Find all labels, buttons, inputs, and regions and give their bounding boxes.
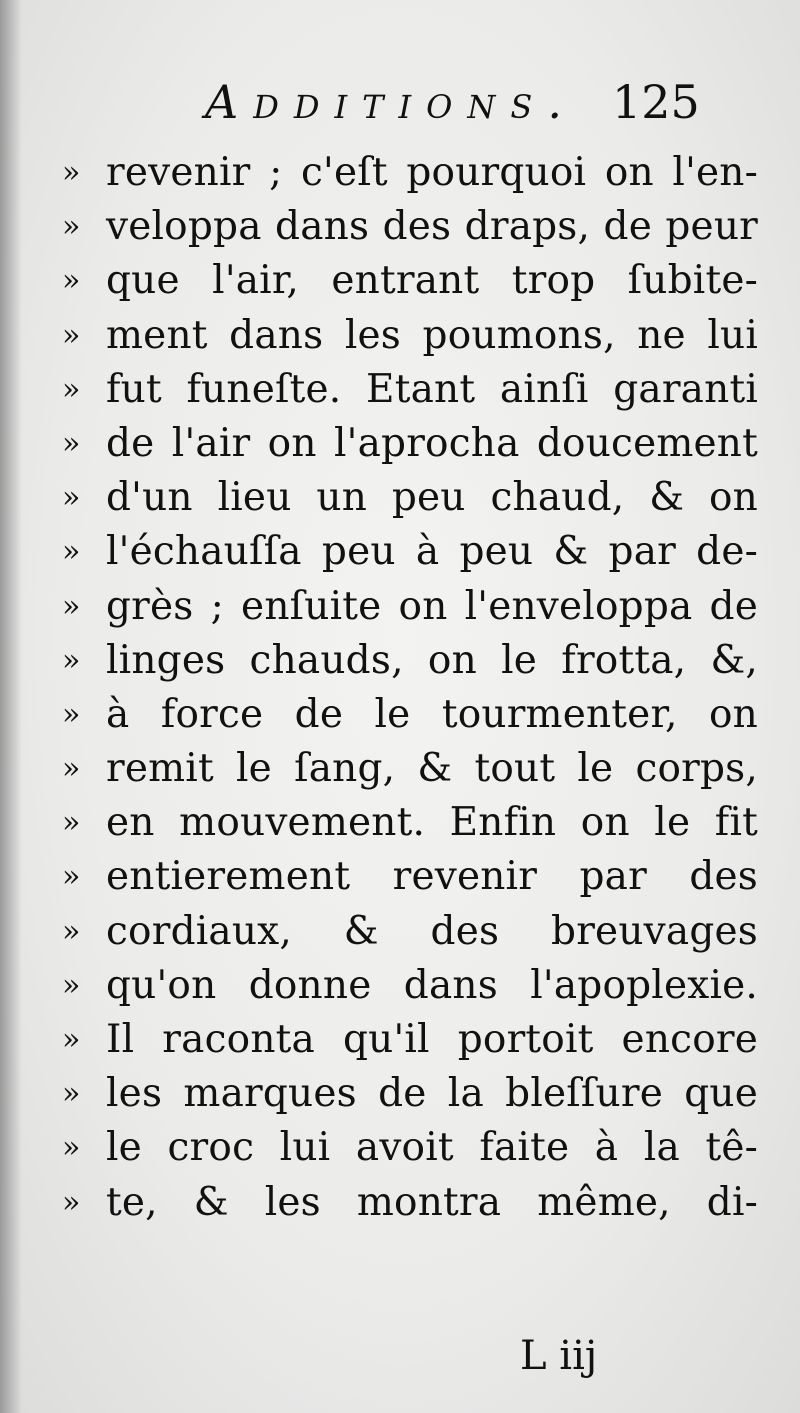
line-text: d'un lieu un peu chaud, & on [106, 475, 758, 521]
text-line [62, 525, 762, 579]
line-text: fut funeſte. Etant ainſi garanti [106, 366, 758, 412]
line-text: grès ; enſuite on l'enveloppa de [106, 583, 758, 629]
page-header [0, 72, 800, 132]
line-text: en mouvement. Enfin on le fit [106, 800, 758, 846]
quote-mark: » [62, 1022, 81, 1057]
quote-mark: » [62, 859, 81, 895]
text-line [62, 742, 762, 796]
text-line [62, 471, 762, 525]
line-text: l'échauſſa peu à peu & par de- [106, 529, 758, 575]
text-line [62, 417, 762, 471]
text-line [62, 905, 762, 959]
quote-mark: » [62, 155, 81, 190]
line-text: linges chauds, on le frotta, &, [106, 637, 758, 683]
line-text: le croc lui avoit faite à la tê- [106, 1125, 758, 1171]
text-line [62, 200, 762, 254]
page-number: 125 [612, 75, 700, 129]
quote-mark: » [62, 371, 81, 407]
line-text: de l'air on l'aprocha doucement [106, 420, 758, 466]
quote-mark: » [62, 317, 81, 353]
text-line [62, 1121, 762, 1175]
text-line [62, 796, 762, 850]
quote-mark: » [62, 751, 81, 787]
quote-mark: » [62, 480, 81, 516]
line-text: à force de le tourmenter, on [106, 691, 758, 737]
quote-mark: » [62, 209, 81, 245]
quote-mark: » [62, 805, 81, 841]
line-text: les marques de la bleſſure que [106, 1071, 758, 1117]
text-line [62, 254, 762, 308]
quote-mark: » [62, 534, 81, 570]
quote-mark: » [62, 1130, 81, 1166]
line-text: entierement revenir par des [106, 854, 758, 900]
line-text: te, & les montra même, di- [106, 1179, 758, 1225]
text-line [62, 634, 762, 688]
running-title: Additions. [205, 75, 577, 129]
line-text: Il raconta qu'il portoit encore [106, 1017, 758, 1062]
line-text: que l'air, entrant trop ſubite- [106, 258, 758, 304]
line-text: veloppa dans des draps, de peur [106, 204, 758, 250]
quote-mark: » [62, 913, 81, 949]
line-text: revenir ; c'eſt pourquoi on l'en- [106, 150, 758, 195]
text-line [62, 1013, 762, 1067]
body-text [62, 146, 762, 1230]
line-text: qu'on donne dans l'apoplexie. [106, 962, 758, 1008]
quote-mark: » [62, 967, 81, 1003]
quote-mark: » [62, 696, 81, 732]
text-line [62, 146, 762, 200]
quote-mark: » [62, 425, 81, 461]
quote-mark: » [62, 1076, 81, 1112]
quote-mark: » [62, 263, 81, 299]
line-text: ment dans les poumons, ne lui [106, 312, 758, 358]
line-text: cordiaux, & des breuvages [106, 908, 758, 954]
text-line [62, 363, 762, 417]
text-line [62, 688, 762, 742]
text-line [62, 1176, 762, 1230]
quote-mark: » [62, 588, 81, 624]
quote-mark: » [62, 1184, 81, 1220]
quote-mark: » [62, 642, 81, 678]
signature-mark: L iij [520, 1333, 598, 1379]
text-line [62, 850, 762, 904]
text-line [62, 1067, 762, 1121]
line-text: remit le ſang, & tout le corps, [106, 746, 758, 792]
text-line [62, 580, 762, 634]
text-line [62, 309, 762, 363]
page-gutter-shadow [0, 0, 22, 1413]
text-line [62, 959, 762, 1013]
